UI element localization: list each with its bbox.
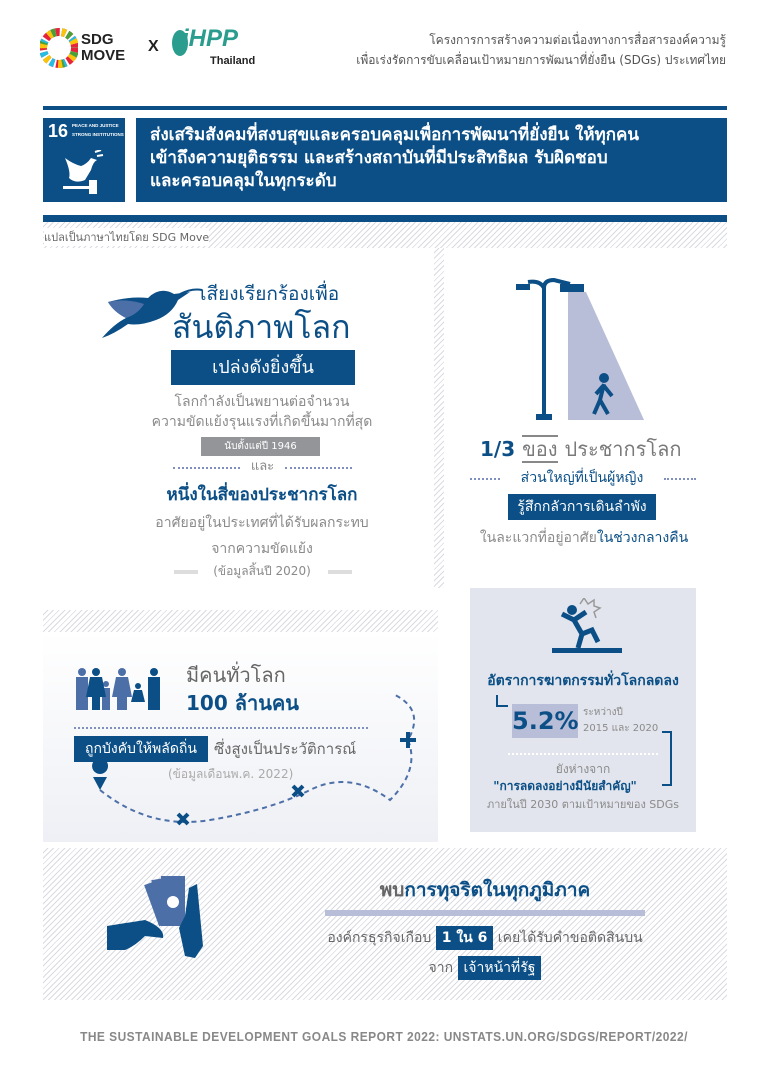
goal-name-1: PEACE AND JUSTICE [72, 123, 119, 128]
conflict-desc: อาศัยอยู่ในประเทศที่ได้รับผลกระทบ จากความขัดแย้ง [155, 515, 369, 557]
officials-badge: เจ้าหน้าที่รัฐ [458, 956, 542, 980]
significant-label: "การลดลงอย่างมีนัยสำคัญ" [493, 779, 637, 793]
sdg-wheel-icon [40, 28, 78, 68]
one-third-heading: 1/3 ของ ประชากรโลก [480, 437, 682, 461]
homicide-title: อัตราการฆาตกรรมทั่วโลกลดลง [487, 673, 679, 689]
and-label: และ [250, 459, 275, 474]
title-underline [325, 910, 645, 916]
corruption-line1: องค์กรธุรกิจเกือบ 1 ใน 6 เคยได้รับคำขอติดสินบน [250, 926, 720, 950]
fear-banner: รู้สึกกลัวการเดินลำพัง [508, 494, 656, 520]
streetlight-icon [510, 278, 650, 428]
homicide-period: ระหว่างปี 2015 และ 2020 [583, 707, 659, 734]
project-description: โครงการการสร้างความต่อเนื่องทางการสื่อสารองค์ความรู้ เพื่อเร่งรัดการขับเคลื่อนเป้าหมายการพัฒนาที่ยั่งยืน (SDGs) ประเทศไทย [356, 33, 726, 67]
dotted-line [173, 467, 240, 469]
vertical-divider [434, 248, 444, 588]
peace-source: (ข้อมูลสิ้นปี 2020) [213, 564, 311, 578]
record-label: ซึ่งสูงเป็นประวัติการณ์ [214, 740, 357, 758]
displaced-count: 100 ล้านคน [186, 691, 299, 715]
goal-16-icon [43, 118, 125, 202]
sdg-target-label: ภายในปี 2030 ตามเป้าหมายของ SDGs [486, 798, 680, 811]
translation-credit: แปลเป็นภาษาไทยโดย SDG Move [44, 228, 209, 246]
dotted-line [664, 478, 696, 480]
falling-person-icon [548, 598, 624, 658]
horizontal-divider [43, 610, 438, 632]
quarter-heading: หนึ่งในสี่ของประชากรโลก [166, 485, 358, 505]
footer-source: THE SUSTAINABLE DEVELOPMENT GOALS REPORT 2022: UNSTATS.UN.ORG/SDGS/REPORT/2022/ [80, 1029, 688, 1044]
thailand-text: Thailand [210, 55, 256, 67]
ratio-badge: 1 ใน 6 [436, 926, 494, 950]
divider-top [43, 106, 727, 110]
goal-number: 16 [48, 121, 69, 141]
logo-separator: X [148, 38, 159, 55]
family-icon [72, 668, 172, 710]
sdg-move-logo [40, 28, 130, 68]
bracket-decor [496, 695, 508, 707]
ihpp-text: iHPP [182, 25, 239, 52]
bribe-money-icon [105, 876, 220, 966]
goal-title-box: ส่งเสริมสังคมที่สงบสุขและครอบคลุมเพื่อการพัฒนาที่ยั่งยืน ให้ทุกคน เข้าถึงความยุติธรรม และสร้างสถาบันที่มีประสิทธิผล รับผิดชอบ และครอบคลุมในทุกระดับ [136, 118, 727, 202]
dotted-line [508, 753, 658, 755]
divider-bottom [43, 215, 727, 222]
dove-gavel-icon [61, 150, 107, 196]
displaced-source: (ข้อมูลเดือนพ.ค. 2022) [168, 767, 294, 781]
far-from-label: ยังห่างจาก [555, 762, 611, 776]
neighborhood-label: ในละแวกที่อยู่อาศัยในช่วงกลางคืน [479, 530, 689, 546]
forced-banner: ถูกบังคับให้พลัดถิ่น [74, 736, 208, 762]
homicide-value: 5.2% [512, 704, 578, 738]
sdg-move-text: SDG MOVE [81, 31, 126, 64]
goal-name-2: STRONG INSTITUTIONS [72, 132, 124, 137]
peace-heading-2: สันติภาพโลก [172, 308, 351, 346]
mostly-women-label: ส่วนใหญ่ที่เป็นผู้หญิง [520, 470, 644, 486]
bracket-decor [662, 731, 672, 786]
dash-decor [174, 570, 198, 574]
since-badge: นับตั้งแต่ปี 1946 [201, 437, 320, 456]
corruption-line2: จาก เจ้าหน้าที่รัฐ [250, 956, 720, 980]
corruption-title: พบการทุจริตในทุกภูมิภาค [379, 879, 591, 901]
ihpp-logo [170, 26, 260, 70]
peace-heading-1: เสียงเรียกร้องเพื่อ [200, 283, 340, 305]
peace-banner: เปล่งดังยิ่งขึ้น [171, 350, 355, 385]
dotted-line [74, 727, 368, 729]
dotted-line [285, 467, 352, 469]
peace-desc: โลกกำลังเป็นพยานต่อจำนวน ความขัดแย้งรุนแรงที่เกิดขึ้นมากที่สุด [151, 394, 373, 430]
dash-decor [328, 570, 352, 574]
displaced-heading: มีคนทั่วโลก [186, 663, 286, 687]
dotted-line [470, 478, 500, 480]
